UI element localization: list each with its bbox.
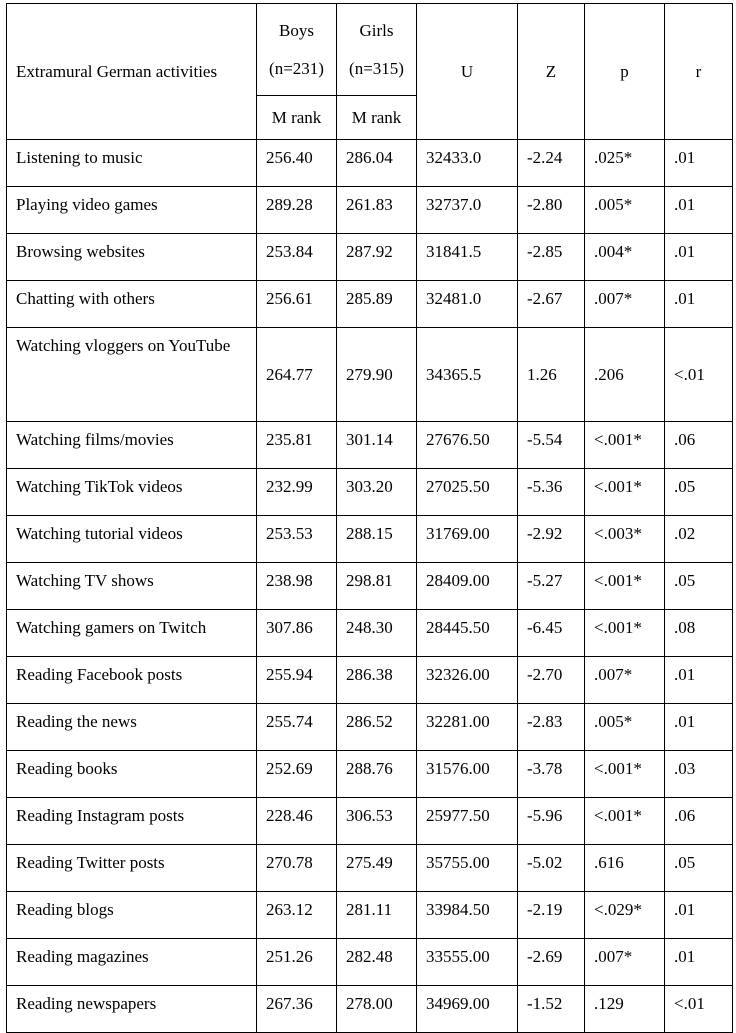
cell-u: 34969.00 bbox=[417, 986, 518, 1033]
cell-r: .06 bbox=[665, 798, 733, 845]
cell-girls: 298.81 bbox=[337, 563, 417, 610]
header-girls-n: (n=315) bbox=[349, 58, 404, 78]
table-row bbox=[7, 610, 733, 657]
table-header bbox=[7, 4, 733, 140]
cell-r: .02 bbox=[665, 516, 733, 563]
cell-p: <.001* bbox=[585, 469, 665, 516]
cell-u: 31841.5 bbox=[417, 234, 518, 281]
cell-boys: 267.36 bbox=[257, 986, 337, 1033]
cell-r: .05 bbox=[665, 845, 733, 892]
cell-u: 32433.0 bbox=[417, 140, 518, 187]
cell-activity: Watching TikTok videos bbox=[7, 469, 257, 516]
cell-u: 25977.50 bbox=[417, 798, 518, 845]
table-row bbox=[7, 187, 733, 234]
table-body bbox=[7, 140, 733, 1033]
cell-activity: Reading Twitter posts bbox=[7, 845, 257, 892]
cell-z: -5.36 bbox=[518, 469, 585, 516]
cell-r: .05 bbox=[665, 563, 733, 610]
cell-boys: 289.28 bbox=[257, 187, 337, 234]
cell-z: -2.83 bbox=[518, 704, 585, 751]
cell-girls: 285.89 bbox=[337, 281, 417, 328]
header-girls bbox=[337, 4, 417, 96]
cell-activity: Reading Facebook posts bbox=[7, 657, 257, 704]
cell-p: <.001* bbox=[585, 751, 665, 798]
cell-girls: 282.48 bbox=[337, 939, 417, 986]
cell-z: -2.92 bbox=[518, 516, 585, 563]
cell-z: -2.70 bbox=[518, 657, 585, 704]
cell-boys: 252.69 bbox=[257, 751, 337, 798]
header-girls-label: Girls bbox=[359, 20, 394, 40]
cell-u: 32737.0 bbox=[417, 187, 518, 234]
cell-z: -5.02 bbox=[518, 845, 585, 892]
cell-r: .01 bbox=[665, 892, 733, 939]
cell-p: <.001* bbox=[585, 563, 665, 610]
cell-activity: Browsing websites bbox=[7, 234, 257, 281]
cell-boys: 232.99 bbox=[257, 469, 337, 516]
cell-boys: 228.46 bbox=[257, 798, 337, 845]
cell-u: 28445.50 bbox=[417, 610, 518, 657]
cell-girls: 301.14 bbox=[337, 422, 417, 469]
table-row bbox=[7, 892, 733, 939]
cell-p: <.001* bbox=[585, 610, 665, 657]
cell-girls: 248.30 bbox=[337, 610, 417, 657]
cell-z: -2.24 bbox=[518, 140, 585, 187]
table-row bbox=[7, 751, 733, 798]
cell-u: 32326.00 bbox=[417, 657, 518, 704]
cell-u: 33555.00 bbox=[417, 939, 518, 986]
cell-z: -2.80 bbox=[518, 187, 585, 234]
cell-p: .616 bbox=[585, 845, 665, 892]
cell-boys: 238.98 bbox=[257, 563, 337, 610]
cell-z: -2.67 bbox=[518, 281, 585, 328]
cell-u: 31576.00 bbox=[417, 751, 518, 798]
cell-p: .005* bbox=[585, 704, 665, 751]
cell-p: .025* bbox=[585, 140, 665, 187]
header-r: r bbox=[665, 4, 733, 140]
cell-girls: 288.15 bbox=[337, 516, 417, 563]
cell-p: .206 bbox=[585, 328, 665, 422]
cell-r: .03 bbox=[665, 751, 733, 798]
header-u: U bbox=[417, 4, 518, 140]
table-row bbox=[7, 704, 733, 751]
cell-p: .007* bbox=[585, 939, 665, 986]
table-row bbox=[7, 563, 733, 610]
cell-boys: 251.26 bbox=[257, 939, 337, 986]
cell-activity: Watching tutorial videos bbox=[7, 516, 257, 563]
cell-z: -5.96 bbox=[518, 798, 585, 845]
cell-u: 34365.5 bbox=[417, 328, 518, 422]
cell-boys: 255.74 bbox=[257, 704, 337, 751]
cell-boys: 256.61 bbox=[257, 281, 337, 328]
cell-r: .01 bbox=[665, 234, 733, 281]
header-girls-mrank: M rank bbox=[337, 96, 417, 140]
cell-r: .08 bbox=[665, 610, 733, 657]
cell-u: 28409.00 bbox=[417, 563, 518, 610]
cell-boys: 253.53 bbox=[257, 516, 337, 563]
header-activity: Extramural German activities bbox=[7, 4, 257, 140]
table-row bbox=[7, 469, 733, 516]
table-row bbox=[7, 140, 733, 187]
cell-u: 33984.50 bbox=[417, 892, 518, 939]
cell-activity: Reading newspapers bbox=[7, 986, 257, 1033]
cell-activity: Watching gamers on Twitch bbox=[7, 610, 257, 657]
cell-u: 32481.0 bbox=[417, 281, 518, 328]
cell-activity: Watching films/movies bbox=[7, 422, 257, 469]
cell-z: -1.52 bbox=[518, 986, 585, 1033]
cell-r: .01 bbox=[665, 281, 733, 328]
header-p: p bbox=[585, 4, 665, 140]
cell-activity: Watching vloggers on YouTube bbox=[7, 328, 257, 422]
cell-boys: 263.12 bbox=[257, 892, 337, 939]
table-row bbox=[7, 939, 733, 986]
cell-girls: 303.20 bbox=[337, 469, 417, 516]
cell-p: <.001* bbox=[585, 798, 665, 845]
cell-boys: 264.77 bbox=[257, 328, 337, 422]
table-row bbox=[7, 798, 733, 845]
cell-u: 27025.50 bbox=[417, 469, 518, 516]
cell-girls: 306.53 bbox=[337, 798, 417, 845]
cell-p: .129 bbox=[585, 986, 665, 1033]
cell-p: .007* bbox=[585, 281, 665, 328]
statistics-table bbox=[6, 3, 733, 1033]
cell-girls: 288.76 bbox=[337, 751, 417, 798]
cell-r: .01 bbox=[665, 140, 733, 187]
cell-activity: Reading Instagram posts bbox=[7, 798, 257, 845]
cell-z: -2.19 bbox=[518, 892, 585, 939]
cell-r: <.01 bbox=[665, 328, 733, 422]
cell-activity: Listening to music bbox=[7, 140, 257, 187]
cell-p: .004* bbox=[585, 234, 665, 281]
cell-activity: Reading magazines bbox=[7, 939, 257, 986]
table-row bbox=[7, 657, 733, 704]
cell-r: <.01 bbox=[665, 986, 733, 1033]
cell-u: 31769.00 bbox=[417, 516, 518, 563]
cell-z: -2.85 bbox=[518, 234, 585, 281]
cell-girls: 286.52 bbox=[337, 704, 417, 751]
cell-activity: Reading blogs bbox=[7, 892, 257, 939]
cell-girls: 275.49 bbox=[337, 845, 417, 892]
cell-r: .01 bbox=[665, 657, 733, 704]
cell-u: 32281.00 bbox=[417, 704, 518, 751]
table-row bbox=[7, 845, 733, 892]
cell-u: 27676.50 bbox=[417, 422, 518, 469]
cell-girls: 279.90 bbox=[337, 328, 417, 422]
table-row bbox=[7, 422, 733, 469]
cell-z: -2.69 bbox=[518, 939, 585, 986]
cell-activity: Watching TV shows bbox=[7, 563, 257, 610]
cell-activity: Playing video games bbox=[7, 187, 257, 234]
cell-z: 1.26 bbox=[518, 328, 585, 422]
cell-u: 35755.00 bbox=[417, 845, 518, 892]
cell-boys: 255.94 bbox=[257, 657, 337, 704]
cell-activity: Reading books bbox=[7, 751, 257, 798]
table-row bbox=[7, 986, 733, 1033]
cell-z: -5.54 bbox=[518, 422, 585, 469]
table-row bbox=[7, 234, 733, 281]
cell-girls: 261.83 bbox=[337, 187, 417, 234]
cell-p: <.029* bbox=[585, 892, 665, 939]
cell-p: .005* bbox=[585, 187, 665, 234]
cell-girls: 286.38 bbox=[337, 657, 417, 704]
cell-p: <.001* bbox=[585, 422, 665, 469]
cell-girls: 278.00 bbox=[337, 986, 417, 1033]
table-row bbox=[7, 516, 733, 563]
cell-boys: 307.86 bbox=[257, 610, 337, 657]
header-boys-label: Boys bbox=[279, 20, 314, 40]
cell-girls: 281.11 bbox=[337, 892, 417, 939]
cell-activity: Reading the news bbox=[7, 704, 257, 751]
cell-activity: Chatting with others bbox=[7, 281, 257, 328]
cell-boys: 256.40 bbox=[257, 140, 337, 187]
cell-girls: 286.04 bbox=[337, 140, 417, 187]
cell-z: -3.78 bbox=[518, 751, 585, 798]
cell-r: .05 bbox=[665, 469, 733, 516]
cell-r: .01 bbox=[665, 704, 733, 751]
cell-boys: 235.81 bbox=[257, 422, 337, 469]
table-row bbox=[7, 281, 733, 328]
cell-boys: 253.84 bbox=[257, 234, 337, 281]
cell-p: <.003* bbox=[585, 516, 665, 563]
header-z: Z bbox=[518, 4, 585, 140]
cell-p: .007* bbox=[585, 657, 665, 704]
cell-girls: 287.92 bbox=[337, 234, 417, 281]
cell-boys: 270.78 bbox=[257, 845, 337, 892]
table-row bbox=[7, 328, 733, 422]
cell-z: -5.27 bbox=[518, 563, 585, 610]
cell-r: .01 bbox=[665, 187, 733, 234]
cell-r: .01 bbox=[665, 939, 733, 986]
header-boys-mrank: M rank bbox=[257, 96, 337, 140]
header-boys-n: (n=231) bbox=[269, 58, 324, 78]
cell-r: .06 bbox=[665, 422, 733, 469]
cell-z: -6.45 bbox=[518, 610, 585, 657]
header-boys bbox=[257, 4, 337, 96]
